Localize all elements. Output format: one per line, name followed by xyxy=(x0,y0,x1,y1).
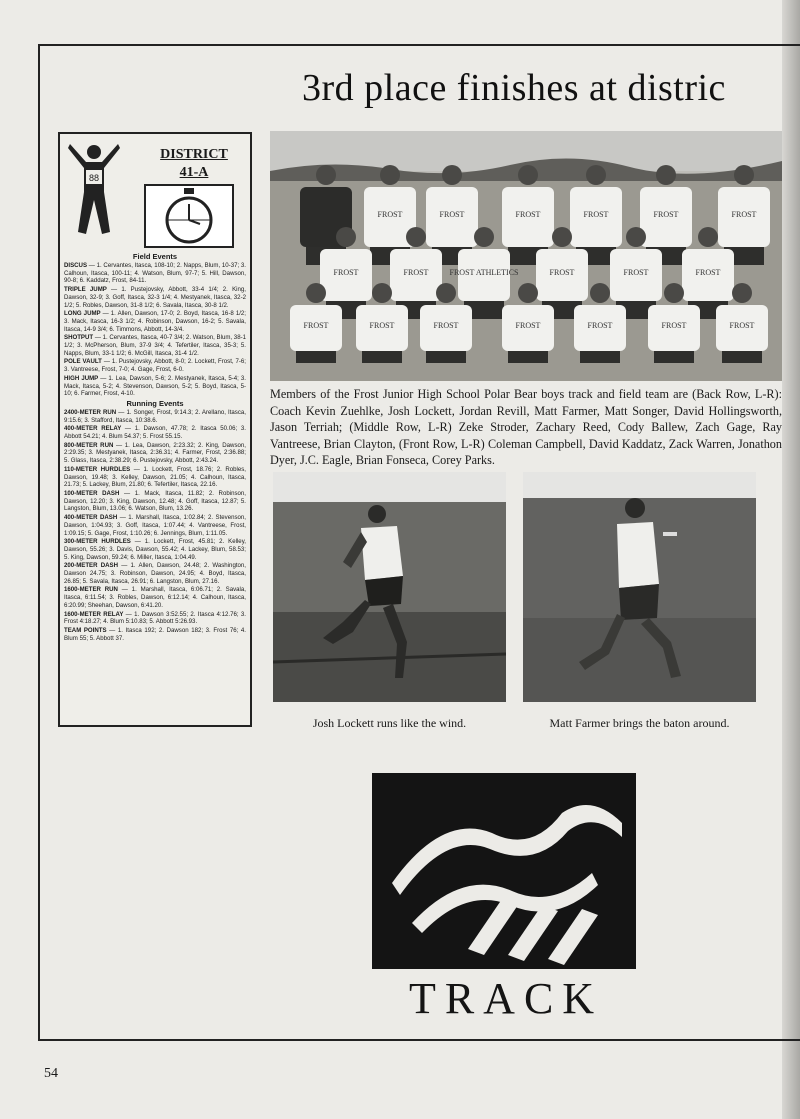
event-placings: — 1. Marshall, Itasca, 6:06.71; 2. Savala, Itasca, 6:11.54; 3. Robles, Dawson, 6:12.14; 4. Calhoun, Itasca, 6:20.99; Sheehan, Dawson, 6:41.20. xyxy=(64,586,246,609)
team-photo-caption: Members of the Frost Junior High School Polar Bear boys track and field team are (Back Row, L-R): Coach Kevin Zuehlke, Josh Lockett, Jordan Revill, Matt Farmer, Matt Songer, David Hollingsworth, Jason Terriah; (Middle Row, L-R) Zeke Stroder, Zachary Reed, Cody Ballew, Zach Gage, Ray Vantreese, Brian Clayton, (Front Row, L-R) Coleman Campbell, David Kaddatz, Zack Warren, Jonathon Dyer, J.C. Eagle, Brian Fonseca, Corey Parks. xyxy=(270,387,782,468)
event-name: 400-METER RELAY xyxy=(64,425,125,433)
team-photo xyxy=(270,131,782,381)
running-event-result xyxy=(60,514,250,537)
event-placings: — 1. Lockett, Frost, 18.76; 2. Robles, Dawson, 19.48; 3. Kelley, Dawson, 21.05; 4. Calhoun, Itasca, 21.73; 5. Lackey, Blum, 21.80; 6. Tefertiler, Itasca, 22.16. xyxy=(64,465,247,489)
running-event-result xyxy=(60,611,250,626)
track-logo-text: TRACK xyxy=(408,974,604,1023)
action-photo-right xyxy=(523,472,756,702)
event-placings: — 1. Cervantes, Itasca, 40-7 3/4; 2. Watson, Blum, 38-1 1/2; 3. McPherson, Blum, 37-9 3/4; 4. Tefertiler, Itasca, 35-3; 5. Napps, Blum, 33-1 1/2; 6. McGill, Itasca, 31-4 1/2. xyxy=(64,334,246,357)
shirt-text: FROST xyxy=(653,210,679,219)
shirt-text: FROST xyxy=(583,210,609,219)
runner-icon xyxy=(66,140,122,240)
event-name: 2400-METER RUN xyxy=(64,408,119,416)
district-title-line2: 41-A xyxy=(179,165,209,180)
event-placings: — 1. Cervantes, Itasca, 108-10; 2. Napps, Blum, 10-37; 3. Calhoun, Itasca, 100-11; 4. Watson, Blum, 97-7; 5. Hill, Dawson, 90-8; 6. Kaddatz, Frost, 84-11. xyxy=(64,262,246,285)
event-name: LONG JUMP xyxy=(64,310,103,318)
event-name: 110-METER HURDLES xyxy=(64,465,134,473)
running-event-result xyxy=(60,490,250,513)
field-event-result xyxy=(60,375,250,398)
running-events-list xyxy=(60,409,250,642)
page-number: 54 xyxy=(44,1066,58,1081)
results-header xyxy=(60,134,250,252)
running-event-result xyxy=(60,466,250,489)
event-placings: — 1. Pustejovsky, Abbott, 8-0; 2. Lockett, Frost, 7-6; 3. Vantreese, Frost, 7-0; 4. Gage, Frost, 6-0. xyxy=(64,358,246,374)
event-name: POLE VAULT xyxy=(64,358,104,366)
shirt-text: FROST xyxy=(549,268,575,277)
district-title-line1: DISTRICT xyxy=(160,147,228,162)
event-name: DISCUS xyxy=(64,262,89,269)
running-event-result xyxy=(60,627,250,642)
event-placings: — 1. Itasca 192; 2. Dawson 182; 3. Frost 76; 4. Blum 55; 5. Abbott 37. xyxy=(64,626,246,642)
page-headline: 3rd place finishes at distric xyxy=(302,67,726,109)
field-event-result xyxy=(60,286,250,309)
event-placings: — 1. Mack, Itasca, 11.82; 2. Robinson, Dawson, 12.20; 3. King, Dawson, 12.48; 4. Goff, Itasca, 12.87; 5. Langston, Blum, 13.06; 6. Watson, Blum, 13.26. xyxy=(64,489,246,513)
shirt-text: FROST xyxy=(515,210,541,219)
running-events-heading: Running Events xyxy=(126,398,184,408)
running-event-result xyxy=(60,538,250,561)
event-name: 1600-METER RUN xyxy=(64,586,122,594)
svg-text:88: 88 xyxy=(88,173,100,183)
shirt-text: FROST xyxy=(587,321,613,330)
shirt-text: FROST xyxy=(439,210,465,219)
shirt-text: FROST xyxy=(303,321,329,330)
event-placings: — 1. Lea, Dawson, 5-6; 2. Mestyanek, Itasca, 5-4; 3. Mack, Itasca, 5-2; 4. Stevenson, Dawson, 5-2; 5. Boyd, Itasca, 5-10; 6. Farmer, Frost, 4-10. xyxy=(64,374,246,398)
shirt-text: FROST xyxy=(729,321,755,330)
district-title xyxy=(140,146,248,182)
shirt-text: FROST xyxy=(333,268,359,277)
shirt-text: FROST xyxy=(369,321,395,330)
event-name: 100-METER DASH xyxy=(64,489,124,497)
track-logo xyxy=(372,773,636,1023)
field-events-list xyxy=(60,262,250,398)
event-placings: — 1. Lea, Dawson, 2:23.32; 2. King, Dawson, 2:29.35; 3. Mestyanek, Itasca, 2:36.31; 4. Farmer, Frost, 2:36.88; 5. Glass, Itasca, 2:38.29; 6. Pustejovsky, Abbott, 2:43.24. xyxy=(64,441,246,465)
event-placings: — 1. Pustejovsky, Abbott, 33-4 1/4; 2. King, Dawson, 32-9; 3. Goff, Itasca, 32-3 1/4; 4. Mestyanek, Itasca, 32-2 1/2; 5. Robles, Dawson, 31-8 1/2; 6. Savala, Itasca, 30-8 1/2. xyxy=(64,286,246,309)
event-name: 800-METER RUN xyxy=(64,441,117,449)
running-event-result xyxy=(60,425,250,440)
event-placings: — 1. Songer, Frost, 9:14.3; 2. Arellano, Itasca, 9:15.6; 3. Stafford, Itasca, 10:38.6. xyxy=(64,408,246,424)
running-event-result xyxy=(60,586,250,609)
field-event-result xyxy=(60,262,250,285)
field-events-heading: Field Events xyxy=(132,252,178,261)
shirt-text: FROST xyxy=(403,268,429,277)
field-event-result xyxy=(60,334,250,357)
shirt-text: FROST xyxy=(433,321,459,330)
event-name: SHOTPUT xyxy=(64,334,95,342)
shirt-text: FROST xyxy=(661,321,687,330)
running-event-result xyxy=(60,409,250,424)
left-photo-caption: Josh Lockett runs like the wind. xyxy=(312,716,467,730)
right-photo-caption: Matt Farmer brings the baton around. xyxy=(549,716,730,730)
event-name: 1600-METER RELAY xyxy=(64,610,126,618)
event-placings: — 1. Allen, Dawson, 24.48; 2. Washington, Dawson 24.75; 3. Robinson, Dawson, 24.95; 4. Boyd, Itasca, 26.85; 5. Savala, Itasca, 26.91; 6. Langston, Blum, 27.16. xyxy=(64,562,246,585)
event-name: 400-METER DASH xyxy=(64,514,120,522)
action-photo-left xyxy=(273,472,506,702)
event-placings: — 1. Marshall, Itasca, 1:02.84; 2. Stevenson, Dawson, 1:04.93; 3. Goff, Itasca, 1:07.44; 4. Vantreese, Frost, 1:09.15; 5. Gage, Frost, 1:10.26; 6. Jennings, Blum, 1:11.05. xyxy=(64,514,246,537)
running-event-result xyxy=(60,562,250,585)
shirt-text: FROST xyxy=(731,210,757,219)
event-name: 300-METER HURDLES xyxy=(64,538,135,546)
event-name: TRIPLE JUMP xyxy=(64,286,111,294)
event-name: 200-METER DASH xyxy=(64,562,122,570)
shirt-text: FROST xyxy=(515,321,541,330)
stopwatch-icon xyxy=(144,184,234,248)
event-name: HIGH JUMP xyxy=(64,374,101,382)
field-event-result xyxy=(60,358,250,373)
shirt-text: FROST xyxy=(377,210,403,219)
event-name: TEAM POINTS xyxy=(64,626,110,634)
shirt-text: FROST xyxy=(623,268,649,277)
field-event-result xyxy=(60,310,250,333)
event-placings: — 1. Dawson, 47.78; 2. Itasca 50.06; 3. Abbott 54.21; 4. Blum 54.37; 5. Frost 55.15. xyxy=(64,425,246,441)
running-event-result xyxy=(60,442,250,465)
shirt-text: FROST xyxy=(695,268,721,277)
event-placings: — 1. Lockett, Frost, 45.81; 2. Kelley, Dawson, 55.26; 3. Davis, Dawson, 55.42; 4. Lackey, Blum, 58.53; 5. King, Dawson, 59.24; 6. Miller, Itasca, 1:04.49. xyxy=(64,538,246,561)
district-results-box xyxy=(58,132,252,727)
event-placings: — 1. Allen, Dawson, 17-0; 2. Boyd, Itasca, 16-8 1/2; 3. Mack, Itasca, 16-3 1/2; 4. Robinson, Dawson, 16-2; 5. Savala, Itasca, 14-9 3/4; 6. Timmons, Abbott, 14-3/4. xyxy=(64,310,246,333)
event-placings: — 1. Dawson 3:52.55; 2. Itasca 4:12.76; 3. Frost 4:18.27; 4. Blum 5:10.83; 5. Abbott 5:26.93. xyxy=(64,610,246,626)
shirt-text: FROST ATHLETICS xyxy=(449,268,519,277)
